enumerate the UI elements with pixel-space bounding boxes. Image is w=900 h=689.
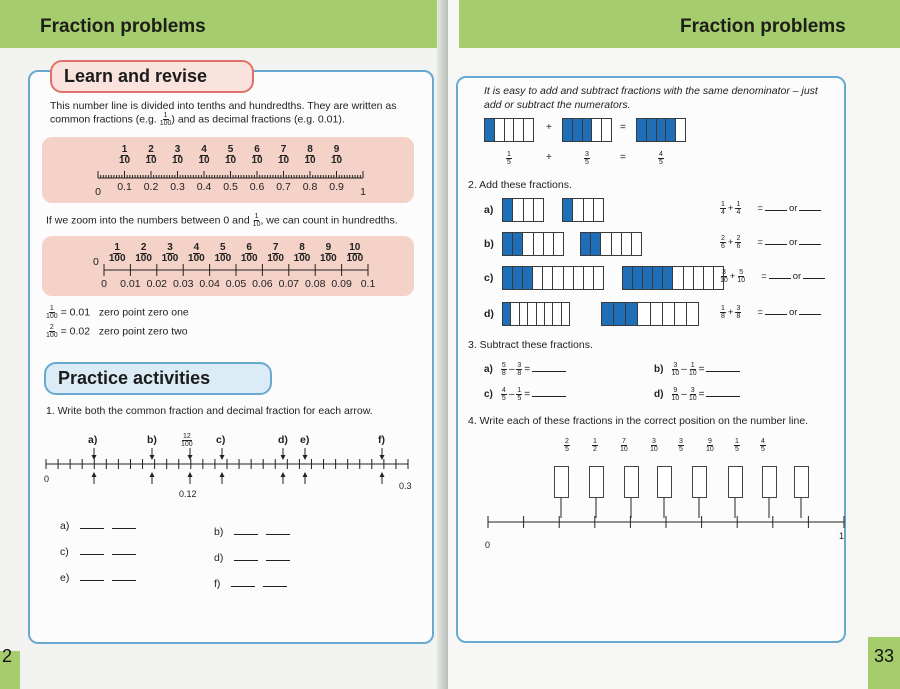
text: 2: [593, 446, 597, 453]
answer-blank[interactable]: [266, 550, 290, 561]
text: 2: [565, 438, 569, 445]
text: 3: [673, 362, 678, 369]
text: 1: [121, 144, 128, 155]
intro-line-2: common fractions (e.g. $\frac{1}{100}$ ) and as decimal fractions (e.g. 0.01).: [50, 112, 345, 127]
up-arrow-head: [188, 472, 193, 477]
text: c): [484, 389, 493, 401]
q4-answer-box-8[interactable]: [794, 466, 809, 498]
text: 9: [333, 144, 340, 155]
text: 5: [501, 395, 506, 402]
arrow-label-1: a): [88, 434, 98, 446]
right-page-number: 33: [874, 646, 895, 666]
text: b): [214, 526, 224, 538]
text: +: [727, 203, 734, 215]
text: 7: [272, 242, 279, 253]
text: 5: [227, 144, 234, 155]
text: 10: [650, 446, 658, 453]
text: 10: [671, 370, 680, 377]
text: 3: [690, 387, 695, 394]
tenths-decimal-label: 0.6: [249, 181, 265, 193]
answer-blank[interactable]: [80, 518, 104, 529]
example-equals: =: [620, 122, 626, 133]
text: 3: [736, 305, 741, 312]
hundredths-decimal-label: 0.01: [120, 278, 141, 290]
answer-blank[interactable]: [80, 570, 104, 581]
text: 10: [304, 155, 316, 166]
text: 3: [721, 269, 726, 276]
hundredths-decimal-label: 0.06: [252, 278, 273, 290]
down-arrow-head: [220, 455, 225, 460]
text: –: [508, 389, 515, 401]
answer-blank[interactable]: [266, 524, 290, 535]
example-fraction-2: $\frac{3}{5}$: [585, 151, 589, 167]
example-fraction-1: $\frac{1}{5}$: [507, 151, 511, 167]
answer-line-6: [214, 576, 287, 590]
q4-answer-box-4[interactable]: [657, 466, 672, 498]
tenths-decimal-label: 0.3: [170, 181, 185, 193]
text: 10: [671, 395, 680, 402]
text: or: [792, 271, 802, 283]
arrow-label-3: c): [216, 434, 226, 446]
answer-line-2: [214, 524, 290, 538]
arrow-line-end: 0.3: [399, 481, 412, 491]
text: 3: [174, 144, 181, 155]
text: a): [484, 364, 493, 376]
answer-line-1: [60, 518, 136, 532]
text: 6: [254, 144, 260, 155]
arrow-line-mid: 0.12: [179, 489, 197, 499]
text: 100: [161, 253, 179, 264]
up-arrow-head: [220, 472, 225, 477]
text: 100: [346, 253, 364, 264]
text: 2: [736, 235, 741, 242]
text: 100: [293, 253, 311, 264]
q4-answer-box-5[interactable]: [692, 466, 707, 498]
tenths-decimal-label: 0.4: [196, 181, 212, 193]
text: 8: [307, 144, 313, 155]
text: 4: [721, 209, 725, 216]
answer-blank[interactable]: [231, 576, 255, 587]
example-fraction-3: $\frac{4}{5}$: [659, 151, 663, 167]
text: 10: [737, 277, 746, 284]
tenths-decimal-label: 0.8: [302, 181, 318, 193]
answer-blank[interactable]: [263, 576, 287, 587]
text: 7: [280, 144, 287, 155]
text: =: [761, 271, 767, 283]
text: 10: [349, 242, 361, 253]
hundredths-decimal-label: 0.09: [331, 278, 352, 290]
text: e): [60, 572, 70, 584]
down-arrow-head: [92, 455, 97, 460]
down-arrow-head: [303, 455, 308, 460]
text: 10: [277, 155, 290, 166]
question-4: 4. Write each of these fractions in the correct position on the number line.: [468, 415, 809, 427]
text: 8: [736, 313, 741, 320]
question-2: 2. Add these fractions.: [468, 179, 572, 191]
answer-blank[interactable]: [112, 518, 136, 529]
q4-answer-box-3[interactable]: [624, 466, 639, 498]
text: a): [60, 520, 70, 532]
text: 100: [181, 441, 193, 449]
arrow-label-4: d): [278, 434, 288, 446]
text: 6: [721, 243, 725, 250]
down-arrow-head: [150, 455, 155, 460]
hundredths-decimal-label: 0.07: [278, 278, 300, 290]
arrow-label-5: e): [300, 434, 310, 446]
text: –: [508, 364, 515, 376]
text: +: [727, 237, 734, 249]
tenths-decimal-label: 0.5: [223, 181, 238, 193]
zoom-text: If we zoom into the numbers between 0 and $\frac{1}{10}$ , we can count in hundredths.: [46, 213, 398, 228]
text: 10: [706, 446, 714, 453]
right-header-title: Fraction problems: [680, 16, 846, 37]
arrow-line-zero: 0: [44, 474, 50, 484]
text: 2: [148, 144, 154, 155]
answer-blank[interactable]: [234, 524, 258, 535]
question-3: 3. Subtract these fractions.: [468, 339, 593, 351]
text: 4: [193, 242, 200, 253]
text: 5: [517, 395, 522, 402]
text: =: [757, 203, 763, 215]
q2-label-3: c): [484, 272, 494, 284]
text: 7: [621, 438, 626, 445]
text: d): [214, 552, 224, 564]
text: 5: [679, 446, 683, 453]
text: 10: [688, 370, 697, 377]
hundredths-decimal-label: 0.04: [199, 278, 220, 290]
q2-label-1: a): [484, 204, 494, 216]
answer-line-4: [214, 550, 290, 564]
q4-answer-box-2[interactable]: [589, 466, 604, 498]
text: d): [654, 389, 664, 401]
text: 1: [736, 201, 741, 208]
q4-answer-box-6[interactable]: [728, 466, 743, 498]
question-4-line-svg: [448, 0, 900, 689]
text: 1: [721, 201, 725, 208]
text: 5: [501, 362, 506, 369]
text: 8: [721, 313, 725, 320]
left-header-title: Fraction problems: [40, 16, 206, 37]
text: c): [60, 546, 69, 558]
text: 5: [220, 242, 226, 253]
text: 100: [267, 253, 284, 264]
q2-label-4: d): [484, 308, 494, 320]
hundredths-decimal-label: 0.02: [146, 278, 168, 290]
text: 10: [720, 277, 728, 284]
text: =: [524, 364, 531, 376]
text: =: [757, 307, 763, 319]
text: 4: [736, 209, 741, 216]
text: 5: [735, 446, 739, 453]
up-arrow-head: [303, 472, 308, 477]
text: 4: [501, 387, 506, 394]
example-plus-2: +: [546, 152, 552, 163]
text: 10: [224, 155, 237, 166]
text: 1: [735, 438, 739, 445]
learn-revise-title: Learn and revise: [50, 60, 254, 93]
up-arrow-head: [281, 472, 286, 477]
text: 1: [721, 305, 725, 312]
text: 3: [679, 438, 683, 445]
text: 3: [517, 362, 522, 369]
text: 1: [690, 362, 695, 369]
text: 100: [320, 253, 337, 264]
text: 1: [114, 242, 120, 253]
hundredths-decimal-label: 0.1: [360, 278, 376, 290]
text: 10: [198, 155, 210, 166]
practice-activities-title: Practice activities: [44, 362, 272, 395]
answer-line-5: [60, 570, 136, 584]
text: 1: [593, 438, 597, 445]
text: 3: [651, 438, 656, 445]
down-arrow-head: [188, 455, 193, 460]
hundredths-decimal-label: 0.05: [225, 278, 247, 290]
up-arrow-head: [380, 472, 385, 477]
answer-line-3: [60, 544, 136, 558]
q4-zero-label: 0: [485, 540, 491, 550]
text: 4: [761, 438, 765, 445]
right-page: [448, 0, 900, 689]
text: 10: [118, 155, 131, 166]
example-1: $\frac{1}{100}$ = 0.01 zero point zero one: [46, 305, 189, 320]
q4-answer-box-7[interactable]: [762, 466, 777, 498]
text: –: [681, 364, 687, 376]
text: 10: [251, 155, 263, 166]
text: 100: [135, 253, 152, 264]
text: or: [788, 203, 798, 215]
text: 6: [736, 243, 741, 250]
tenths-decimal-label: 0.7: [276, 181, 291, 193]
text: 8: [299, 242, 305, 253]
answer-blank[interactable]: [112, 544, 136, 555]
text: =: [757, 237, 763, 249]
q4-one-label: 1: [839, 531, 845, 541]
text: 8: [501, 370, 506, 377]
text: 5: [739, 269, 744, 276]
text: =: [524, 389, 531, 401]
text: 2: [721, 235, 725, 242]
question-1: 1. Write both the common fraction and decimal fraction for each arrow.: [46, 405, 373, 417]
text: 9: [325, 242, 332, 253]
example-2: $\frac{2}{100}$ = 0.02 zero point zero two: [46, 324, 188, 339]
text: 3: [167, 242, 173, 253]
arrow-label-2: b): [147, 434, 157, 446]
tenths-decimal-label: 0: [95, 186, 101, 198]
q2-label-2: b): [484, 238, 494, 250]
text: 10: [620, 446, 628, 453]
tenths-decimal-label: 1: [360, 186, 366, 198]
text: or: [788, 237, 798, 249]
tenths-decimal-label: 0.1: [117, 181, 132, 193]
text: 4: [201, 144, 207, 155]
text: 1: [517, 387, 522, 394]
text: 12: [182, 433, 191, 441]
text: or: [788, 307, 798, 319]
hundredths-decimal-label: 0: [101, 278, 107, 290]
hundredths-decimal-label: 0.03: [172, 278, 194, 290]
arrow-label-6: f): [378, 434, 385, 446]
text: 9: [707, 438, 712, 445]
tenths-decimal-label: 0.2: [143, 181, 159, 193]
text: +: [727, 307, 734, 319]
up-arrow-head: [92, 472, 97, 477]
text: 5: [565, 446, 569, 453]
text: =: [698, 364, 705, 376]
text: –: [681, 389, 687, 401]
text: 6: [246, 242, 252, 253]
example-plus: +: [546, 122, 552, 133]
tenths-decimal-label: 0.9: [329, 181, 344, 193]
text: 5: [761, 446, 765, 453]
intro-line-1: This number line is divided into tenths and hundredths. They are written as: [50, 100, 397, 112]
text: 10: [330, 155, 343, 166]
text: 9: [673, 387, 678, 394]
text: 100: [188, 253, 205, 264]
text: 2: [140, 242, 147, 253]
hundredths-zero-label: 0: [93, 256, 99, 268]
hundredths-decimal-label: 0.08: [304, 278, 326, 290]
text: 100: [214, 253, 232, 264]
q4-answer-box-1[interactable]: [554, 466, 569, 498]
text: 100: [108, 253, 126, 264]
answer-blank[interactable]: [112, 570, 136, 581]
answer-blank[interactable]: [80, 544, 104, 555]
right-intro: It is easy to add and subtract fractions with the same denominator – just add or subtract the numerators.: [484, 85, 818, 111]
text: 100: [240, 253, 258, 264]
text: f): [214, 578, 221, 590]
text: =: [698, 389, 705, 401]
left-page: [0, 0, 448, 689]
text: b): [654, 364, 664, 376]
text: 8: [517, 370, 522, 377]
left-page-number: 2: [2, 646, 13, 666]
down-arrow-head: [281, 455, 286, 460]
up-arrow-head: [150, 472, 155, 477]
example-equals-2: =: [620, 152, 626, 163]
text: 10: [171, 155, 184, 166]
text: 10: [688, 395, 697, 402]
text: 10: [145, 155, 157, 166]
answer-blank[interactable]: [234, 550, 258, 561]
text: +: [729, 271, 736, 283]
